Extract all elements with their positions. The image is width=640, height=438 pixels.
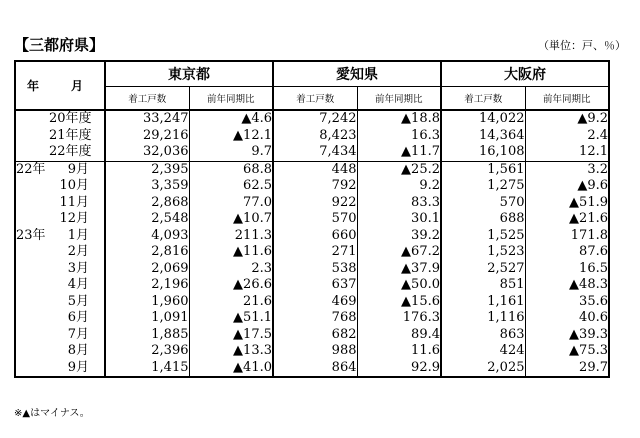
table-row — [15, 144, 609, 161]
row-label — [15, 244, 105, 261]
row-month: 4月 — [67, 277, 89, 293]
cell-tokyo-yoy: ▲26.6 — [189, 277, 273, 294]
row-label — [15, 343, 105, 360]
row-label — [15, 261, 105, 278]
cell-osaka-yoy: 12.1 — [525, 144, 609, 161]
cell-aichi-yoy: 30.1 — [357, 211, 441, 228]
row-month: 2月 — [67, 244, 89, 260]
table-row — [15, 277, 609, 294]
cell-aichi-yoy: ▲37.9 — [357, 261, 441, 278]
cell-aichi-starts: 469 — [273, 294, 357, 311]
cell-aichi-starts: 922 — [273, 195, 357, 212]
row-label — [15, 228, 105, 245]
cell-aichi-yoy: ▲11.7 — [357, 144, 441, 161]
cell-tokyo-starts: 2,868 — [105, 195, 189, 212]
region-header-tokyo: 東京都 — [105, 61, 273, 87]
table-row — [15, 161, 609, 178]
cell-osaka-yoy: ▲39.3 — [525, 327, 609, 344]
row-label — [15, 277, 105, 294]
cell-tokyo-yoy: ▲13.3 — [189, 343, 273, 360]
cell-osaka-yoy: ▲9.6 — [525, 178, 609, 195]
cell-osaka-starts: 1,275 — [441, 178, 525, 195]
cell-aichi-yoy: 92.9 — [357, 360, 441, 378]
cell-tokyo-yoy: 9.7 — [189, 144, 273, 161]
cell-osaka-yoy: 35.6 — [525, 294, 609, 311]
cell-osaka-starts: 1,116 — [441, 310, 525, 327]
cell-tokyo-starts: 32,036 — [105, 144, 189, 161]
table-row — [15, 211, 609, 228]
cell-aichi-starts: 637 — [273, 277, 357, 294]
cell-aichi-yoy: 83.3 — [357, 195, 441, 212]
cell-osaka-yoy: 40.6 — [525, 310, 609, 327]
cell-osaka-yoy: 3.2 — [525, 161, 609, 178]
cell-tokyo-yoy: 62.5 — [189, 178, 273, 195]
row-month: 6月 — [67, 310, 89, 326]
cell-osaka-yoy: ▲75.3 — [525, 343, 609, 360]
cell-osaka-starts: 1,523 — [441, 244, 525, 261]
cell-aichi-yoy: ▲67.2 — [357, 244, 441, 261]
cell-aichi-starts: 570 — [273, 211, 357, 228]
cell-osaka-starts: 2,527 — [441, 261, 525, 278]
row-label — [15, 310, 105, 327]
row-month: 9月 — [67, 161, 89, 177]
cell-osaka-starts: 1,161 — [441, 294, 525, 311]
cell-aichi-starts: 448 — [273, 161, 357, 178]
cell-osaka-starts: 14,364 — [441, 128, 525, 145]
cell-aichi-yoy: 11.6 — [357, 343, 441, 360]
row-label — [15, 294, 105, 311]
row-month: 10月 — [59, 178, 89, 194]
table-row — [15, 195, 609, 212]
cell-osaka-starts: 1,525 — [441, 228, 525, 245]
row-label — [15, 211, 105, 228]
cell-tokyo-yoy: 2.3 — [189, 261, 273, 278]
cell-aichi-yoy: 89.4 — [357, 327, 441, 344]
table-row — [15, 343, 609, 360]
cell-tokyo-yoy: ▲11.6 — [189, 244, 273, 261]
row-label — [15, 178, 105, 195]
cell-aichi-yoy: 176.3 — [357, 310, 441, 327]
row-label — [15, 144, 105, 161]
cell-osaka-starts: 424 — [441, 343, 525, 360]
cell-tokyo-starts: 33,247 — [105, 110, 189, 128]
cell-tokyo-starts: 1,091 — [105, 310, 189, 327]
cell-tokyo-starts: 2,816 — [105, 244, 189, 261]
yoy-header: 前年同期比 — [357, 87, 441, 111]
row-month: 5月 — [67, 293, 89, 309]
cell-tokyo-starts: 2,396 — [105, 343, 189, 360]
cell-aichi-starts: 792 — [273, 178, 357, 195]
table-row — [15, 128, 609, 145]
cell-tokyo-yoy: ▲10.7 — [189, 211, 273, 228]
cell-osaka-yoy: 29.7 — [525, 360, 609, 378]
cell-aichi-starts: 660 — [273, 228, 357, 245]
cell-osaka-starts: 2,025 — [441, 360, 525, 378]
cell-aichi-starts: 271 — [273, 244, 357, 261]
table-row — [15, 261, 609, 278]
table-row — [15, 327, 609, 344]
row-month: 21年度 — [49, 127, 92, 143]
cell-tokyo-starts: 3,359 — [105, 178, 189, 195]
row-label — [15, 161, 105, 178]
cell-osaka-starts: 863 — [441, 327, 525, 344]
row-month: 9月 — [67, 359, 89, 375]
cell-tokyo-starts: 29,216 — [105, 128, 189, 145]
cell-osaka-yoy: ▲9.2 — [525, 110, 609, 128]
cell-osaka-starts: 851 — [441, 277, 525, 294]
footnote: ※▲はマイナス。 — [14, 408, 90, 419]
row-year: 22年 — [16, 161, 46, 177]
cell-osaka-yoy: ▲21.6 — [525, 211, 609, 228]
row-month: 7月 — [67, 326, 89, 342]
cell-tokyo-starts: 2,069 — [105, 261, 189, 278]
cell-aichi-yoy: ▲50.0 — [357, 277, 441, 294]
cell-osaka-starts: 1,561 — [441, 161, 525, 178]
table-title: 【三都府県】 — [14, 36, 105, 54]
cell-tokyo-yoy: 21.6 — [189, 294, 273, 311]
yoy-header: 前年同期比 — [189, 87, 273, 111]
row-label — [15, 360, 105, 378]
cell-osaka-starts: 688 — [441, 211, 525, 228]
cell-tokyo-starts: 2,548 — [105, 211, 189, 228]
table-body — [15, 110, 609, 377]
row-year: 23年 — [16, 227, 46, 243]
cell-aichi-starts: 768 — [273, 310, 357, 327]
row-month: 3月 — [67, 260, 89, 276]
cell-aichi-yoy: 9.2 — [357, 178, 441, 195]
cell-osaka-starts: 16,108 — [441, 144, 525, 161]
row-label — [15, 110, 105, 128]
cell-osaka-yoy: 16.5 — [525, 261, 609, 278]
table-row — [15, 178, 609, 195]
region-header-osaka: 大阪府 — [441, 61, 609, 87]
cell-aichi-starts: 7,434 — [273, 144, 357, 161]
cell-tokyo-yoy: ▲17.5 — [189, 327, 273, 344]
cell-aichi-starts: 538 — [273, 261, 357, 278]
cell-tokyo-yoy: 77.0 — [189, 195, 273, 212]
cell-aichi-starts: 988 — [273, 343, 357, 360]
cell-tokyo-yoy: 68.8 — [189, 161, 273, 178]
cell-aichi-yoy: 39.2 — [357, 228, 441, 245]
row-month: 22年度 — [49, 144, 92, 160]
table-row — [15, 310, 609, 327]
cell-aichi-yoy: ▲25.2 — [357, 161, 441, 178]
starts-header: 着工戸数 — [441, 87, 525, 111]
cell-osaka-starts: 570 — [441, 195, 525, 212]
row-month: 8月 — [67, 343, 89, 359]
cell-tokyo-yoy: ▲41.0 — [189, 360, 273, 378]
row-label — [15, 195, 105, 212]
cell-tokyo-starts: 4,093 — [105, 228, 189, 245]
table-row — [15, 244, 609, 261]
starts-header: 着工戸数 — [105, 87, 189, 111]
row-label — [15, 327, 105, 344]
region-header-aichi: 愛知県 — [273, 61, 441, 87]
cell-osaka-yoy: ▲48.3 — [525, 277, 609, 294]
cell-osaka-yoy: ▲51.9 — [525, 195, 609, 212]
cell-aichi-yoy: ▲18.8 — [357, 110, 441, 128]
row-month: 1月 — [67, 227, 89, 243]
cell-osaka-yoy: 2.4 — [525, 128, 609, 145]
cell-aichi-starts: 682 — [273, 327, 357, 344]
cell-aichi-yoy: 16.3 — [357, 128, 441, 145]
cell-tokyo-starts: 2,395 — [105, 161, 189, 178]
cell-tokyo-yoy: ▲12.1 — [189, 128, 273, 145]
row-month: 20年度 — [49, 111, 92, 127]
table-row — [15, 228, 609, 245]
cell-aichi-starts: 7,242 — [273, 110, 357, 128]
year-month-header: 年 月 — [15, 61, 105, 110]
cell-tokyo-yoy: ▲4.6 — [189, 110, 273, 128]
table-row — [15, 110, 609, 128]
housing-starts-table — [14, 60, 610, 378]
unit-label: （単位：戸、％） — [538, 39, 626, 52]
row-month: 12月 — [59, 211, 89, 227]
table-row — [15, 360, 609, 378]
starts-header: 着工戸数 — [273, 87, 357, 111]
cell-tokyo-starts: 1,415 — [105, 360, 189, 378]
row-month: 11月 — [59, 194, 89, 210]
cell-tokyo-starts: 2,196 — [105, 277, 189, 294]
cell-tokyo-starts: 1,885 — [105, 327, 189, 344]
cell-osaka-yoy: 171.8 — [525, 228, 609, 245]
row-label — [15, 128, 105, 145]
cell-osaka-yoy: 87.6 — [525, 244, 609, 261]
cell-tokyo-yoy: ▲51.1 — [189, 310, 273, 327]
cell-osaka-starts: 14,022 — [441, 110, 525, 128]
table-row — [15, 294, 609, 311]
cell-aichi-starts: 8,423 — [273, 128, 357, 145]
cell-aichi-yoy: ▲15.6 — [357, 294, 441, 311]
cell-tokyo-starts: 1,960 — [105, 294, 189, 311]
yoy-header: 前年同期比 — [525, 87, 609, 111]
cell-aichi-starts: 864 — [273, 360, 357, 378]
cell-tokyo-yoy: 211.3 — [189, 228, 273, 245]
